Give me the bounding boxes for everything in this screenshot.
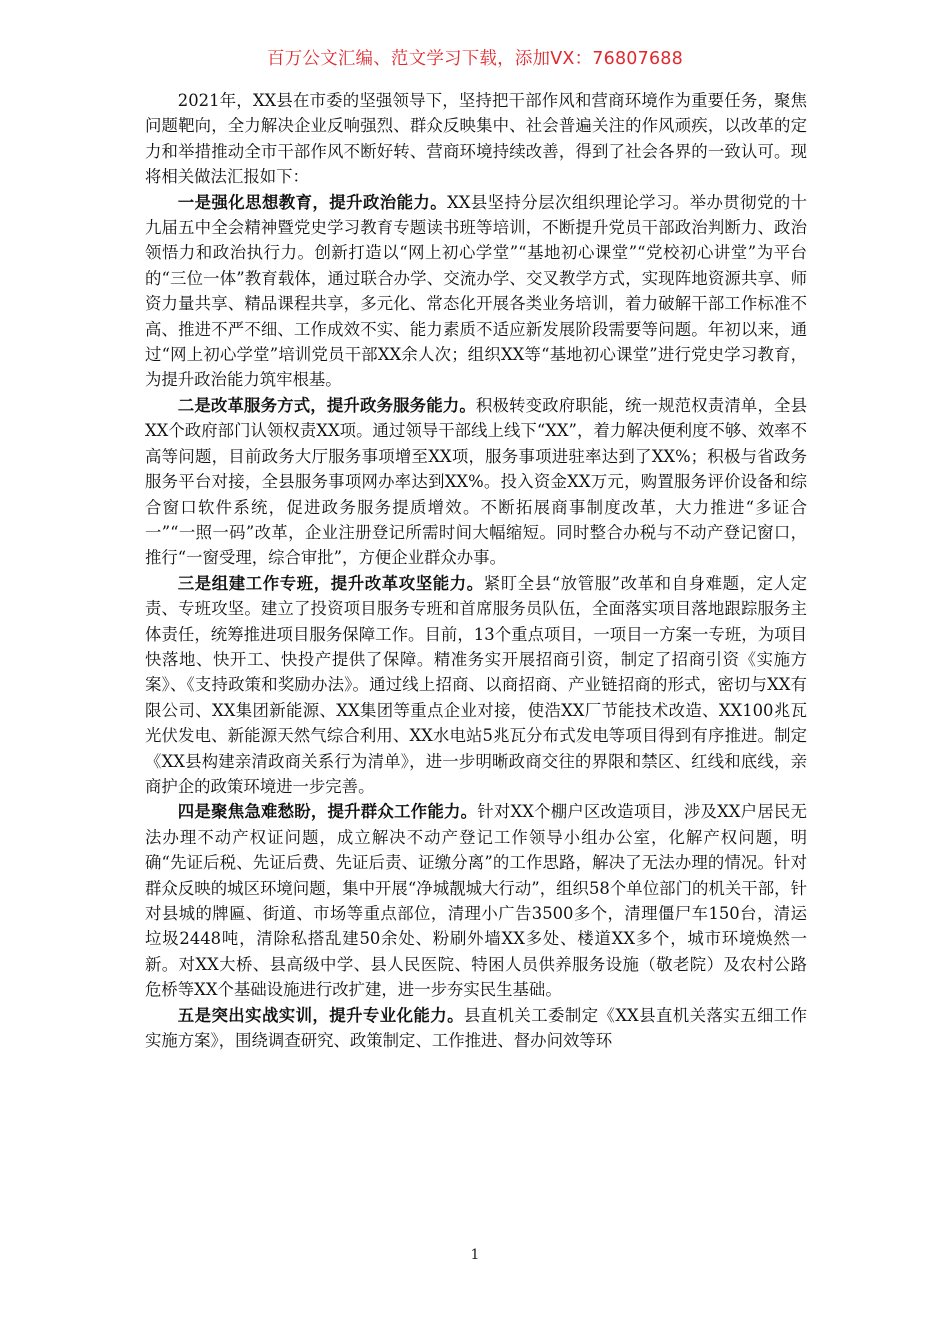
- paragraph-public-work: [145, 799, 807, 1002]
- paragraph-lead: 四是聚焦急难愁盼，提升群众工作能力。: [177, 802, 478, 822]
- intro-paragraph: [145, 88, 807, 190]
- paragraph-reform-task-force: [145, 571, 807, 800]
- document-body: [145, 88, 807, 1053]
- download-banner: 百万公文汇编、范文学习下载，添加VX：76807688: [267, 49, 683, 69]
- paragraph-lead: 三是组建工作专班，提升改革攻坚能力。: [177, 573, 484, 593]
- paragraph-political-ability: [145, 190, 807, 393]
- page-number: 1: [470, 1247, 480, 1263]
- paragraph-lead: 二是改革服务方式，提升政务服务能力。: [177, 395, 476, 415]
- paragraph-text: 针对XX个棚户区改造项目，涉及XX户居民无法办理不动产权证问题，成立解决不动产登记工作领导小组办公室，化解产权问题，明确“先证后税、先证后费、先证后责、证缴分离”的工作思路，解决了无法办理的情况。针对群众反映的城区环境问题，集中开展“净城靓城大行动”，组织58个单位部门的机关干部，针对县城的牌匾、街道、市场等重点部位，清理小广告3500多个，清理僵尸车150台，清运垃圾2448吨，清除私搭乱建50余处、粉刷外墙XX多处、楼道XX多个，城市环境焕然一新。对XX大桥、县高级中学、县人民医院、特困人员供养服务设施（敬老院）及农村公路危桥等XX个基础设施进行改扩建，进一步夯实民生基础。: [145, 802, 807, 1000]
- paragraph-text: 积极转变政府职能，统一规范权责清单，全县XX个政府部门认领权责XX项。通过领导干部线上线下“XX”，着力解决便利度不够、效率不高等问题，目前政务大厅服务事项增至XX项，服务事项进驻率达到了XX%；积极与省政务服务平台对接，全县服务事项网办率达到XX%。投入资金XX万元，购置服务评价设备和综合窗口软件系统，促进政务服务提质增效。不断拓展商事制度改革，大力推进“多证合一”“一照一码”改革，企业注册登记所需时间大幅缩短。同时整合办税与不动产登记窗口，推行“一窗受理，综合审批”，方便企业群众办事。: [145, 395, 807, 568]
- paragraph-text: 县直机关工委制定《XX县直机关落实五细工作实施方案》，围绕调查研究、政策制定、工作推进、督办问效等环: [145, 1005, 808, 1051]
- paragraph-professional-training: [145, 1003, 807, 1054]
- paragraph-lead: 一是强化思想教育，提升政治能力。: [177, 192, 448, 212]
- paragraph-lead: 五是突出实战实训，提升专业化能力。: [177, 1005, 464, 1025]
- paragraph-text: XX县坚持分层次组织理论学习。举办贯彻党的十九届五中全会精神暨党史学习教育专题读书班等培训，不断提升党员干部政治判断力、政治领悟力和政治执行力。创新打造以“网上初心学堂”“基地初心课堂”“党校初心讲堂”为平台的“三位一体”教育载体，通过联合办学、交流办学、交叉教学方式，实现阵地资源共享、师资力量共享、精品课程共享，多元化、常态化开展各类业务培训，着力破解干部工作标准不高、推进不严不细、工作成效不实、能力素质不适应新发展阶段需要等问题。年初以来，通过“网上初心学堂”培训党员干部XX余人次；组织XX等“基地初心课堂”进行党史学习教育，为提升政治能力筑牢根基。: [145, 192, 808, 390]
- paragraph-text: 紧盯全县“放管服”改革和自身难题，定人定责、专班攻坚。建立了投资项目服务专班和首席服务员队伍，全面落实项目落地跟踪服务主体责任，统筹推进项目服务保障工作。目前，13个重点项目，一项目一方案一专班，为项目快落地、快开工、快投产提供了保障。精准务实开展招商引资，制定了招商引资《实施方案》、《支持政策和奖励办法》。通过线上招商、以商招商、产业链招商的形式，密切与XX有限公司、XX集团新能源、XX集团等重点企业对接，使浩XX厂节能技术改造、XX100兆瓦光伏发电、新能源天然气综合利用、XX水电站5兆瓦分布式发电等项目得到有序推进。制定《XX县构建亲清政商关系行为清单》，进一步明晰政商交往的界限和禁区、红线和底线，亲商护企的政策环境进一步完善。: [145, 573, 807, 796]
- paragraph-text: 2021年，XX县在市委的坚强领导下，坚持把干部作风和营商环境作为重要任务，聚焦问题靶向，全力解决企业反响强烈、群众反映集中、社会普遍关注的作风顽疾，以改革的定力和举措推动全市干部作风不断好转、营商环境持续改善，得到了社会各界的一致认可。现将相关做法汇报如下：: [145, 91, 807, 187]
- paragraph-government-service: [145, 393, 807, 571]
